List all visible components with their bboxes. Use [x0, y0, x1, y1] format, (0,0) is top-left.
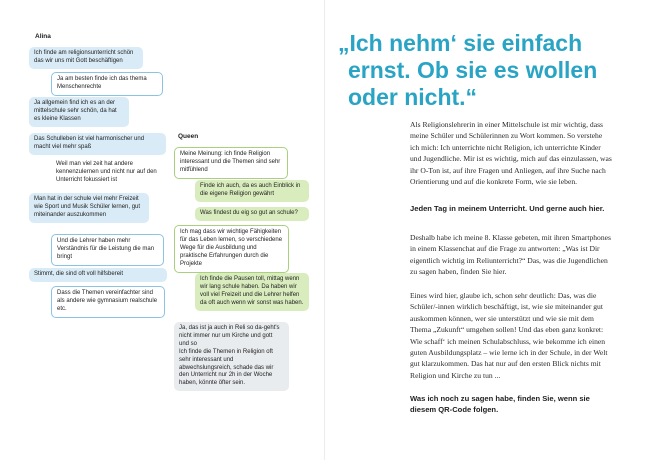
article-bold-statement: Jeden Tag in meinem Unterricht. Und gerne auch hier. [410, 204, 605, 213]
chat-bubble-queen: Ich mag dass wir wichtige Fähigkeiten für das Leben lernen, so verschiedene Wege für die Ausbildung und praktische Erfahrungen durch die Projekte [174, 225, 289, 273]
chat-bubble-alina: Man hat in der schule viel mehr Freizeit wie Sport und Musik Schüler lernen, gut miteinander auszukommen [29, 193, 149, 223]
chat-bubble-queen: Ich finde die Pausen toll, mittag wenn wir lang schule haben. Da haben wir voll viel Freizeit und die Lehrer helfen da oft auch wenn wir sonst was haben. [195, 273, 309, 311]
chat-bubble-alina: Dass die Themen vereinfachter sind als andere wie gymnasium realschule etc. [51, 286, 165, 318]
chat-bubble-alina: Weil man viel zeit hat andere kennenzulernen und nicht nur auf den Unterricht fokussiert ist [56, 161, 157, 183]
article-closing: Was ich noch zu sagen habe, finden Sie, wenn sie diesem QR-Code folgen. [410, 394, 590, 414]
queen-name: Queen [178, 133, 199, 140]
chat-bubble-queen: Was findest du eig so gut an schule? [195, 207, 309, 221]
headline-line: ernst. Ob sie es wollen [348, 57, 598, 84]
chat-bubble-queen: Finde ich auch, da es auch Einblick in die eigene Religion gewährt [195, 180, 309, 202]
chat-bubble-queen: Meine Meinung: ich finde Religion interessant und die Themen sind sehr mitfühlend [174, 147, 288, 179]
chat-bubble-alina: Und die Lehrer haben mehr Verständnis für die Leistung die man bringt [51, 234, 164, 266]
headline-line: oder nicht.“ [348, 84, 478, 111]
chat-bubble-alina: Ja allgemein find ich es an der mittelschule sehr schön, da hat es kleine Klassen [29, 97, 129, 127]
chat-bubble-alina: Stimmt, die sind oft voll hilfsbereit [29, 268, 167, 282]
article-intro: Als Religionslehrerin in einer Mittelschule ist mir wichtig, dass meine Schüler und Schülerinnen zu Wort kommen. So verstehe ich mich: Ich unterrichte nicht Religion, ich unterrichte Kinder und Jugendliche. Mir ist es wichtig, mich auf das einzulassen, was ihr O-Ton ist, auf ihre Fragen und Anliegen, auf ihre Suche nach Orientierung und auf die konkrete Form, wie sie leben. [410, 120, 612, 186]
alina-name: Alina [35, 33, 51, 40]
article-headline [338, 30, 638, 111]
chat-bubble-queen: Ja, das ist ja auch in Reli so da-geht's nicht immer nur um Kirche und gott und so Ich finde die Themen in Religion oft sehr interessant und abwechslungsreich, schade das wir den Unterricht nur 2h in der Woche haben, könnte öfter sein. [174, 322, 289, 391]
article-paragraph: Eines wird hier, glaube ich, schon sehr deutlich: Das, was die Schüler/-innen wirklich beschäftigt, ist, wie sie miteinander gut auskommen können, wer sie unterstützt und wie sie mit dem Thema „Zukunft“ umgehen sollen! Und das eben ganz konkret: Wie schaff‘ ich meinen Schulabschluss, wie bekomme ich einen guten Ausbildungsplatz – wie lerne ich in der Schule, in der Welt gut klarzukommen. Das hat nur auf den ersten Blick nichts mit Religion und Kirche zu tun ... [410, 291, 608, 380]
chat-bubble-alina: Das Schulleben ist viel harmonischer und macht viel mehr spaß [29, 133, 166, 155]
chat-bubble-alina: Ich finde am religionsunterricht schön das wir uns mit Gott beschäftigen [29, 47, 143, 69]
article-paragraph: Deshalb habe ich meine 8. Klasse gebeten, mit ihren Smartphones in einem Klassenchat auf die Frage zu antworten: „Was ist Dir eigentlich wichtig im Reliunterricht?“ Das, was die Jugendlichen zu sagen haben, finden Sie hier. [410, 233, 611, 277]
headline-line: „Ich nehm‘ sie einfach [338, 30, 583, 56]
chat-bubble-alina: Ja am besten finde ich das thema Menschenrechte [51, 72, 163, 96]
